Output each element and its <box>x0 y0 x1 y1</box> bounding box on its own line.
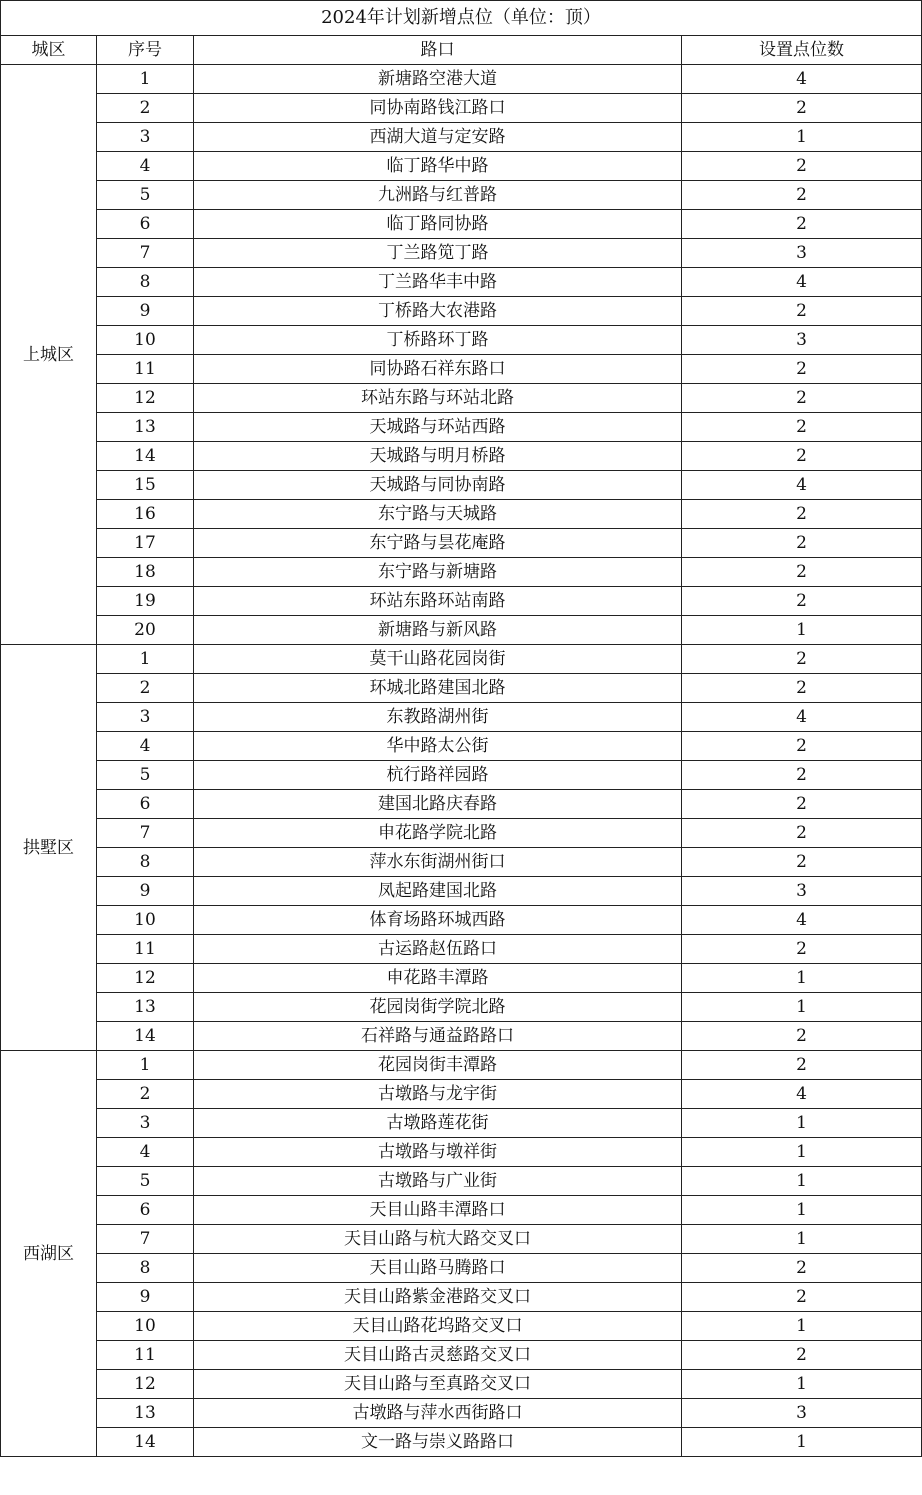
road-cell: 古墩路与龙宇街 <box>194 1080 682 1109</box>
no-cell: 2 <box>97 1080 194 1109</box>
road-cell: 临丁路同协路 <box>194 210 682 239</box>
table-row <box>1 94 922 123</box>
no-cell: 17 <box>97 529 194 558</box>
no-cell: 14 <box>97 1428 194 1457</box>
table-row <box>1 65 922 94</box>
count-cell: 2 <box>682 210 922 239</box>
count-cell: 2 <box>682 1051 922 1080</box>
table-row <box>1 1225 922 1254</box>
no-cell: 19 <box>97 587 194 616</box>
table-row <box>1 471 922 500</box>
road-cell: 古墩路与广业街 <box>194 1167 682 1196</box>
count-cell: 2 <box>682 645 922 674</box>
count-cell: 4 <box>682 703 922 732</box>
road-cell: 凤起路建国北路 <box>194 877 682 906</box>
table-row <box>1 442 922 471</box>
road-cell: 环站东路与环站北路 <box>194 384 682 413</box>
road-cell: 同协路石祥东路口 <box>194 355 682 384</box>
road-cell: 天城路与明月桥路 <box>194 442 682 471</box>
table-row <box>1 877 922 906</box>
no-cell: 20 <box>97 616 194 645</box>
no-cell: 1 <box>97 65 194 94</box>
road-cell: 天目山路古灵慈路交叉口 <box>194 1341 682 1370</box>
no-cell: 7 <box>97 1225 194 1254</box>
count-cell: 2 <box>682 1341 922 1370</box>
district-cell: 拱墅区 <box>1 645 97 1051</box>
count-cell: 1 <box>682 1167 922 1196</box>
no-cell: 14 <box>97 1022 194 1051</box>
table-row <box>1 1312 922 1341</box>
table-row <box>1 239 922 268</box>
no-cell: 18 <box>97 558 194 587</box>
count-cell: 1 <box>682 1370 922 1399</box>
road-cell: 体育场路环城西路 <box>194 906 682 935</box>
table-row <box>1 732 922 761</box>
count-cell: 2 <box>682 1254 922 1283</box>
count-cell: 1 <box>682 1428 922 1457</box>
table-row <box>1 645 922 674</box>
count-cell: 1 <box>682 1109 922 1138</box>
road-cell: 丁桥路环丁路 <box>194 326 682 355</box>
table-row <box>1 761 922 790</box>
count-cell: 2 <box>682 94 922 123</box>
count-cell: 2 <box>682 500 922 529</box>
no-cell: 5 <box>97 181 194 210</box>
table-row <box>1 616 922 645</box>
table-row <box>1 1196 922 1225</box>
table-row <box>1 181 922 210</box>
road-cell: 天目山路与至真路交叉口 <box>194 1370 682 1399</box>
no-cell: 12 <box>97 384 194 413</box>
count-cell: 1 <box>682 993 922 1022</box>
count-cell: 2 <box>682 384 922 413</box>
table-row <box>1 1167 922 1196</box>
count-cell: 2 <box>682 297 922 326</box>
road-cell: 临丁路华中路 <box>194 152 682 181</box>
table-row <box>1 790 922 819</box>
table-row <box>1 152 922 181</box>
no-cell: 13 <box>97 993 194 1022</box>
table-row <box>1 703 922 732</box>
table-row <box>1 297 922 326</box>
table-row <box>1 529 922 558</box>
table-row <box>1 210 922 239</box>
no-cell: 10 <box>97 1312 194 1341</box>
road-cell: 杭行路祥园路 <box>194 761 682 790</box>
count-cell: 1 <box>682 964 922 993</box>
table-row <box>1 1370 922 1399</box>
count-cell: 2 <box>682 1022 922 1051</box>
road-cell: 天目山路紫金港路交叉口 <box>194 1283 682 1312</box>
count-cell: 4 <box>682 906 922 935</box>
road-cell: 古墩路与墩祥街 <box>194 1138 682 1167</box>
table-row <box>1 1138 922 1167</box>
no-cell: 2 <box>97 674 194 703</box>
table-title: 2024年计划新增点位（单位：顶） <box>1 1 922 36</box>
no-cell: 5 <box>97 761 194 790</box>
count-cell: 1 <box>682 616 922 645</box>
no-cell: 16 <box>97 500 194 529</box>
road-cell: 天城路与同协南路 <box>194 471 682 500</box>
count-cell: 4 <box>682 471 922 500</box>
table-body <box>1 65 922 1457</box>
table-row <box>1 587 922 616</box>
table-row <box>1 1341 922 1370</box>
count-cell: 2 <box>682 558 922 587</box>
table-row <box>1 1428 922 1457</box>
no-cell: 5 <box>97 1167 194 1196</box>
no-cell: 4 <box>97 732 194 761</box>
road-cell: 同协南路钱江路口 <box>194 94 682 123</box>
table-row <box>1 1109 922 1138</box>
no-cell: 11 <box>97 935 194 964</box>
road-cell: 建国北路庆春路 <box>194 790 682 819</box>
road-cell: 石祥路与通益路路口 <box>194 1022 682 1051</box>
count-cell: 1 <box>682 1312 922 1341</box>
count-cell: 2 <box>682 1283 922 1312</box>
header-count: 设置点位数 <box>682 36 922 65</box>
no-cell: 7 <box>97 819 194 848</box>
header-no: 序号 <box>97 36 194 65</box>
count-cell: 2 <box>682 587 922 616</box>
no-cell: 4 <box>97 152 194 181</box>
road-cell: 古墩路与萍水西街路口 <box>194 1399 682 1428</box>
count-cell: 3 <box>682 877 922 906</box>
no-cell: 6 <box>97 790 194 819</box>
count-cell: 1 <box>682 1196 922 1225</box>
road-cell: 花园岗街学院北路 <box>194 993 682 1022</box>
road-cell: 古运路赵伍路口 <box>194 935 682 964</box>
count-cell: 2 <box>682 732 922 761</box>
road-cell: 古墩路莲花街 <box>194 1109 682 1138</box>
no-cell: 9 <box>97 1283 194 1312</box>
no-cell: 1 <box>97 1051 194 1080</box>
table-row <box>1 674 922 703</box>
road-cell: 华中路太公街 <box>194 732 682 761</box>
table-row <box>1 1051 922 1080</box>
table-row <box>1 906 922 935</box>
road-cell: 文一路与崇义路路口 <box>194 1428 682 1457</box>
count-cell: 2 <box>682 819 922 848</box>
count-cell: 2 <box>682 790 922 819</box>
road-cell: 丁桥路大农港路 <box>194 297 682 326</box>
count-cell: 2 <box>682 181 922 210</box>
table-row <box>1 326 922 355</box>
count-cell: 1 <box>682 1225 922 1254</box>
no-cell: 11 <box>97 1341 194 1370</box>
count-cell: 4 <box>682 268 922 297</box>
count-cell: 4 <box>682 1080 922 1109</box>
count-cell: 2 <box>682 848 922 877</box>
no-cell: 10 <box>97 326 194 355</box>
count-cell: 1 <box>682 123 922 152</box>
road-cell: 天目山路丰潭路口 <box>194 1196 682 1225</box>
road-cell: 东教路湖州街 <box>194 703 682 732</box>
no-cell: 9 <box>97 877 194 906</box>
no-cell: 6 <box>97 1196 194 1225</box>
no-cell: 15 <box>97 471 194 500</box>
road-cell: 天目山路马腾路口 <box>194 1254 682 1283</box>
table-row <box>1 848 922 877</box>
road-cell: 申花路丰潭路 <box>194 964 682 993</box>
road-cell: 西湖大道与定安路 <box>194 123 682 152</box>
no-cell: 3 <box>97 703 194 732</box>
no-cell: 12 <box>97 1370 194 1399</box>
road-cell: 天城路与环站西路 <box>194 413 682 442</box>
road-cell: 环站东路环站南路 <box>194 587 682 616</box>
road-cell: 新塘路空港大道 <box>194 65 682 94</box>
district-cell: 西湖区 <box>1 1051 97 1457</box>
road-cell: 东宁路与昙花庵路 <box>194 529 682 558</box>
table-row <box>1 1283 922 1312</box>
no-cell: 9 <box>97 297 194 326</box>
table-row <box>1 993 922 1022</box>
table-row <box>1 123 922 152</box>
count-cell: 2 <box>682 442 922 471</box>
road-cell: 天目山路花坞路交叉口 <box>194 1312 682 1341</box>
road-cell: 花园岗街丰潭路 <box>194 1051 682 1080</box>
no-cell: 7 <box>97 239 194 268</box>
table-row <box>1 1399 922 1428</box>
table-row <box>1 1022 922 1051</box>
table-row <box>1 558 922 587</box>
no-cell: 4 <box>97 1138 194 1167</box>
no-cell: 3 <box>97 1109 194 1138</box>
count-cell: 2 <box>682 355 922 384</box>
count-cell: 2 <box>682 674 922 703</box>
table-row <box>1 819 922 848</box>
table-row <box>1 935 922 964</box>
no-cell: 11 <box>97 355 194 384</box>
table-row <box>1 1080 922 1109</box>
no-cell: 10 <box>97 906 194 935</box>
table-row <box>1 355 922 384</box>
road-cell: 新塘路与新风路 <box>194 616 682 645</box>
road-cell: 东宁路与天城路 <box>194 500 682 529</box>
no-cell: 8 <box>97 848 194 877</box>
road-cell: 申花路学院北路 <box>194 819 682 848</box>
count-cell: 3 <box>682 239 922 268</box>
road-cell: 天目山路与杭大路交叉口 <box>194 1225 682 1254</box>
table-row <box>1 964 922 993</box>
count-cell: 2 <box>682 413 922 442</box>
no-cell: 1 <box>97 645 194 674</box>
table-row <box>1 384 922 413</box>
count-cell: 3 <box>682 1399 922 1428</box>
road-cell: 萍水东街湖州街口 <box>194 848 682 877</box>
count-cell: 1 <box>682 1138 922 1167</box>
road-cell: 丁兰路华丰中路 <box>194 268 682 297</box>
table-row <box>1 413 922 442</box>
road-cell: 环城北路建国北路 <box>194 674 682 703</box>
no-cell: 12 <box>97 964 194 993</box>
road-cell: 莫干山路花园岗街 <box>194 645 682 674</box>
header-district: 城区 <box>1 36 97 65</box>
no-cell: 8 <box>97 268 194 297</box>
no-cell: 8 <box>97 1254 194 1283</box>
no-cell: 14 <box>97 442 194 471</box>
count-cell: 2 <box>682 529 922 558</box>
count-cell: 4 <box>682 65 922 94</box>
no-cell: 3 <box>97 123 194 152</box>
no-cell: 2 <box>97 94 194 123</box>
table-row <box>1 500 922 529</box>
road-cell: 丁兰路笕丁路 <box>194 239 682 268</box>
count-cell: 2 <box>682 152 922 181</box>
count-cell: 2 <box>682 761 922 790</box>
no-cell: 13 <box>97 413 194 442</box>
no-cell: 13 <box>97 1399 194 1428</box>
road-cell: 九洲路与红普路 <box>194 181 682 210</box>
no-cell: 6 <box>97 210 194 239</box>
count-cell: 3 <box>682 326 922 355</box>
header-road: 路口 <box>194 36 682 65</box>
district-cell: 上城区 <box>1 65 97 645</box>
count-cell: 2 <box>682 935 922 964</box>
table-row <box>1 268 922 297</box>
table-row <box>1 1254 922 1283</box>
road-cell: 东宁路与新塘路 <box>194 558 682 587</box>
